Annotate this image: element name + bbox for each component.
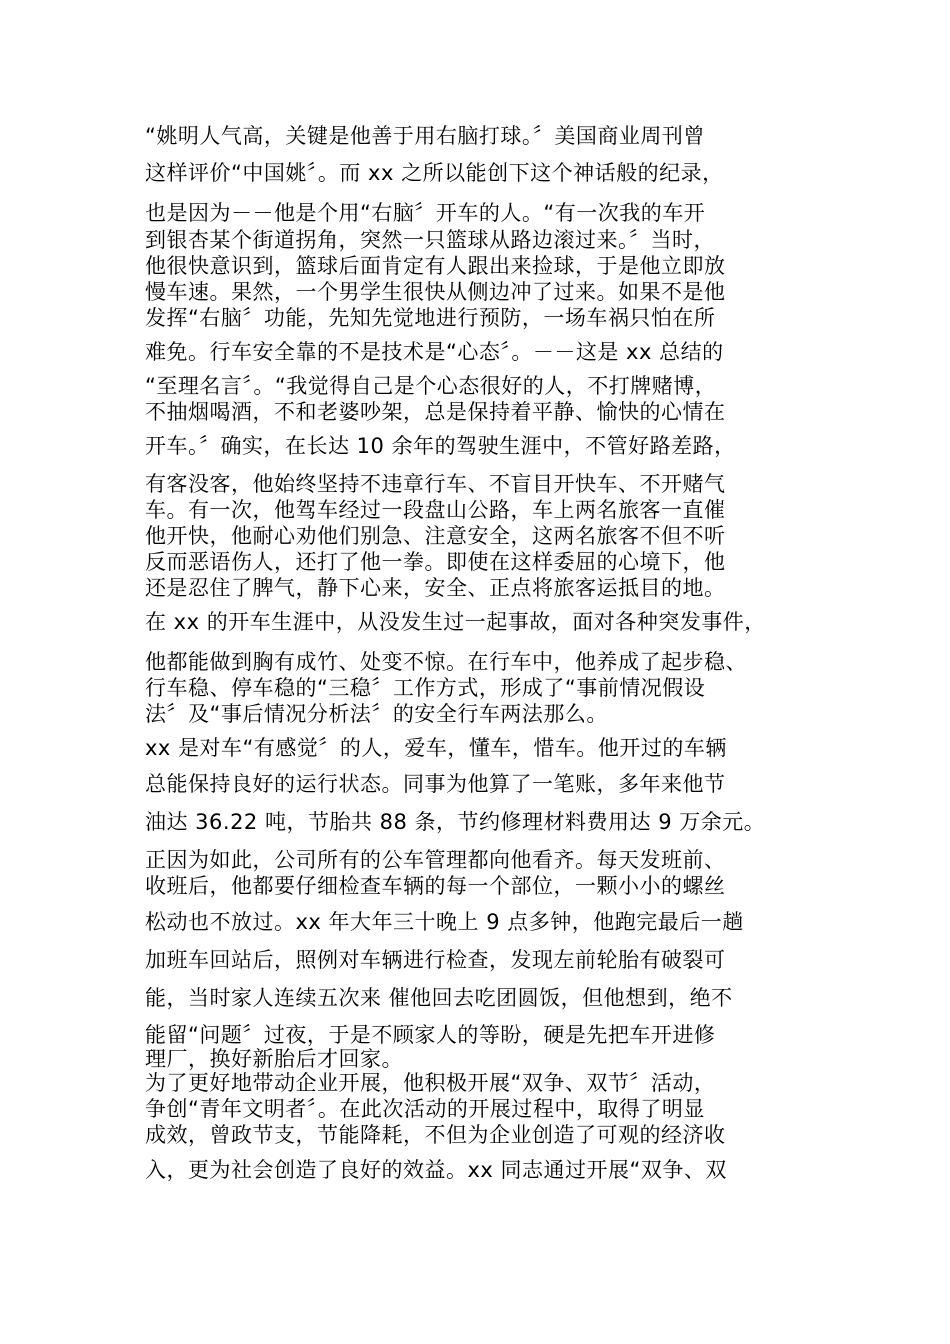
text-line: 发挥“右脑〞功能，先知先觉地进行预防，一场车祸只怕在所: [145, 306, 716, 330]
text-line: 争创“青年文明者〞。在此次活动的开展过程中，取得了明显: [145, 1097, 705, 1121]
text-line: 他很快意识到，篮球后面肯定有人跟出来捡球，于是他立即放: [145, 254, 726, 278]
text-line: 车。有一次，他驾车经过一段盘山公路，车上两名旅客一直催: [145, 498, 726, 522]
text-line: 油达 36.22 吨，节胎共 88 条，节约修理材料费用达 9 万余元。: [145, 810, 766, 834]
text-line: 成效，曾政节支，节能降耗，不但为企业创造了可观的经济收: [145, 1123, 726, 1147]
text-line: “姚明人气高，关键是他善于用右脑打球。〞美国商业周刊曾: [145, 124, 705, 148]
text-line: 开车。〞确实，在长达 10 余年的驾驶生涯中，不管好路差路，: [145, 434, 736, 458]
text-line: 反而恶语伤人，还打了他一拳。即使在这样委屈的心境下，他: [145, 550, 726, 574]
text-line: 法〞及“事后情况分析法〞的安全行车两法那么。: [145, 702, 608, 726]
text-line: 为了更好地带动企业开展，他积极开展“双争、双节〞活动，: [145, 1071, 716, 1095]
text-line: 能，当时家人连续五次来 催他回去吃团圆饭，但他想到，绝不: [145, 986, 733, 1010]
text-line: “至理名言〞。“我觉得自己是个心态很好的人，不打牌赌博，: [145, 374, 717, 398]
text-line: 还是忍住了脾气，静下心来，安全、正点将旅客运抵目的地。: [145, 576, 726, 600]
text-line: 入，更为社会创造了良好的效益。xx 同志通过开展“双争、双: [145, 1158, 727, 1182]
text-line: 他开快，他耐心劝他们别急、注意安全，这两名旅客不但不听: [145, 524, 726, 548]
text-line: 难免。行车安全靠的不是技术是“心态〞。－－这是 xx 总结的: [145, 340, 724, 364]
text-line: 能留“问题〞过夜，于是不顾家人的等盼，硬是先把车开进修: [145, 1023, 716, 1047]
text-line: 慢车速。果然，一个男学生很快从侧边冲了过来。如果不是他: [145, 280, 726, 304]
text-line: 也是因为－－他是个用“右脑〞开车的人。“有一次我的车开: [145, 201, 706, 225]
text-line: 理厂，换好新胎后才回家。: [145, 1047, 403, 1071]
text-line: 在 xx 的开车生涯中，从没发生过一起事故，面对各种突发事件，: [145, 610, 766, 634]
text-line: 收班后，他都要仔细检查车辆的每一个部位，一颗小小的螺丝: [145, 874, 726, 898]
text-line: 松动也不放过。xx 年大年三十晚上 9 点多钟，他跑完最后一趟: [145, 910, 744, 934]
text-line: 到银杏某个街道拐角，突然一只篮球从路边滚过来。〞当时，: [145, 228, 715, 252]
text-line: 他都能做到胸有成竹、处变不惊。在行车中，他养成了起步稳、: [145, 650, 747, 674]
text-line: 有客没客，他始终坚持不违章行车、不盲目开快车、不开赌气: [145, 472, 726, 496]
text-line: 加班车回站后，照例对车辆进行检查，发现左前轮胎有破裂可: [145, 948, 726, 972]
text-line: 不抽烟喝酒，不和老婆吵架，总是保持着平静、愉快的心情在: [145, 400, 726, 424]
text-line: 行车稳、停车稳的“三稳〞工作方式，形成了“事前情况假设: [145, 676, 706, 700]
text-line: 这样评价“中国姚〞。而 xx 之所以能创下这个神话般的纪录，: [145, 161, 724, 185]
text-line: xx 是对车“有感觉〞的人，爱车，懂车，惜车。他开过的车辆: [145, 736, 727, 760]
text-line: 总能保持良好的运行状态。同事为他算了一笔账，多年来他节: [145, 772, 726, 796]
text-line: 正因为如此，公司所有的公车管理都向他看齐。每天发班前、: [145, 848, 726, 872]
